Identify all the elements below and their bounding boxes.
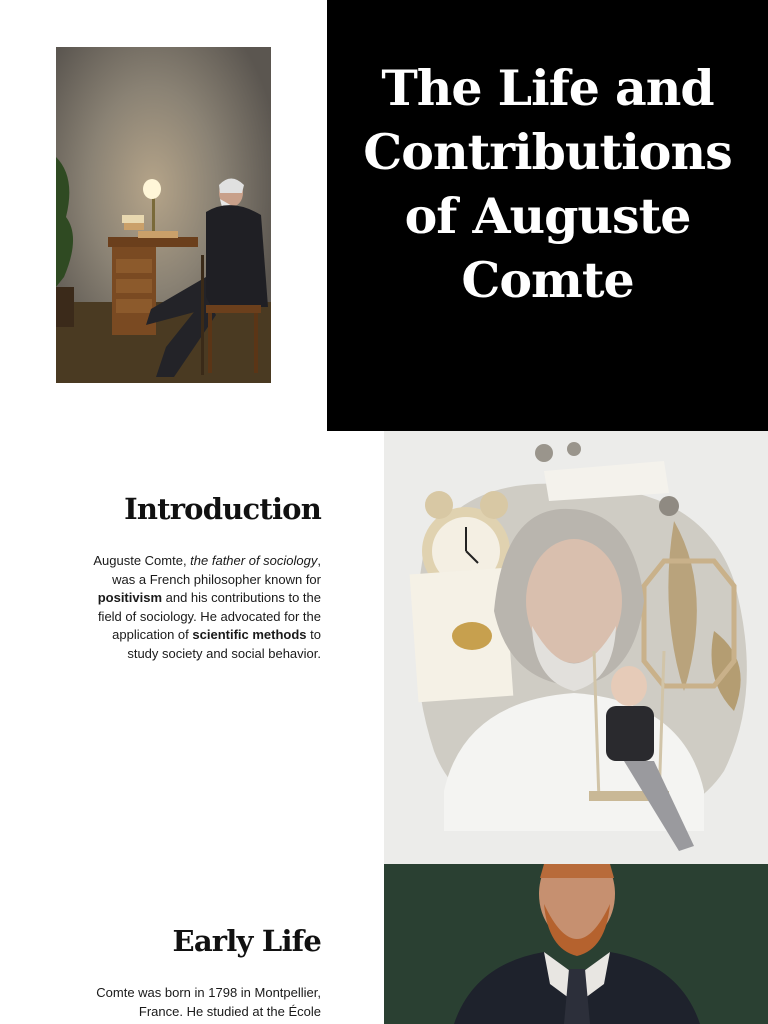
early-life-heading: Early Life [172,924,321,958]
intro-line-6: study society and social behavior. [127,645,321,661]
intro-line-4: field of sociology. He advocated for the [97,608,321,624]
collage-graphic [384,431,768,864]
chess-photo-graphic [56,47,271,383]
introduction-heading: Introduction [124,492,321,526]
intro-line-5: application of scientific methods to [112,627,321,642]
early-line-2: France. He studied at the École [138,1003,321,1019]
intro-line-1: Auguste Comte, the father of sociology, [93,553,321,568]
intro-line-2: was a French philosopher known for [112,571,321,587]
early-line-1: Comte was born in 1798 in Montpellier, [96,985,321,1000]
title-panel [327,0,768,431]
photo-old-man-chess [56,47,271,383]
photo-collage [384,431,768,864]
early-life-paragraph [41,984,321,1021]
intro-line-3: positivism and his contributions to the [97,590,321,605]
page-title: The Life and Contributions of Auguste Comte [363,59,732,309]
introduction-paragraph [41,552,321,663]
photo-portrait [384,864,768,1024]
portrait-graphic [384,864,768,1024]
